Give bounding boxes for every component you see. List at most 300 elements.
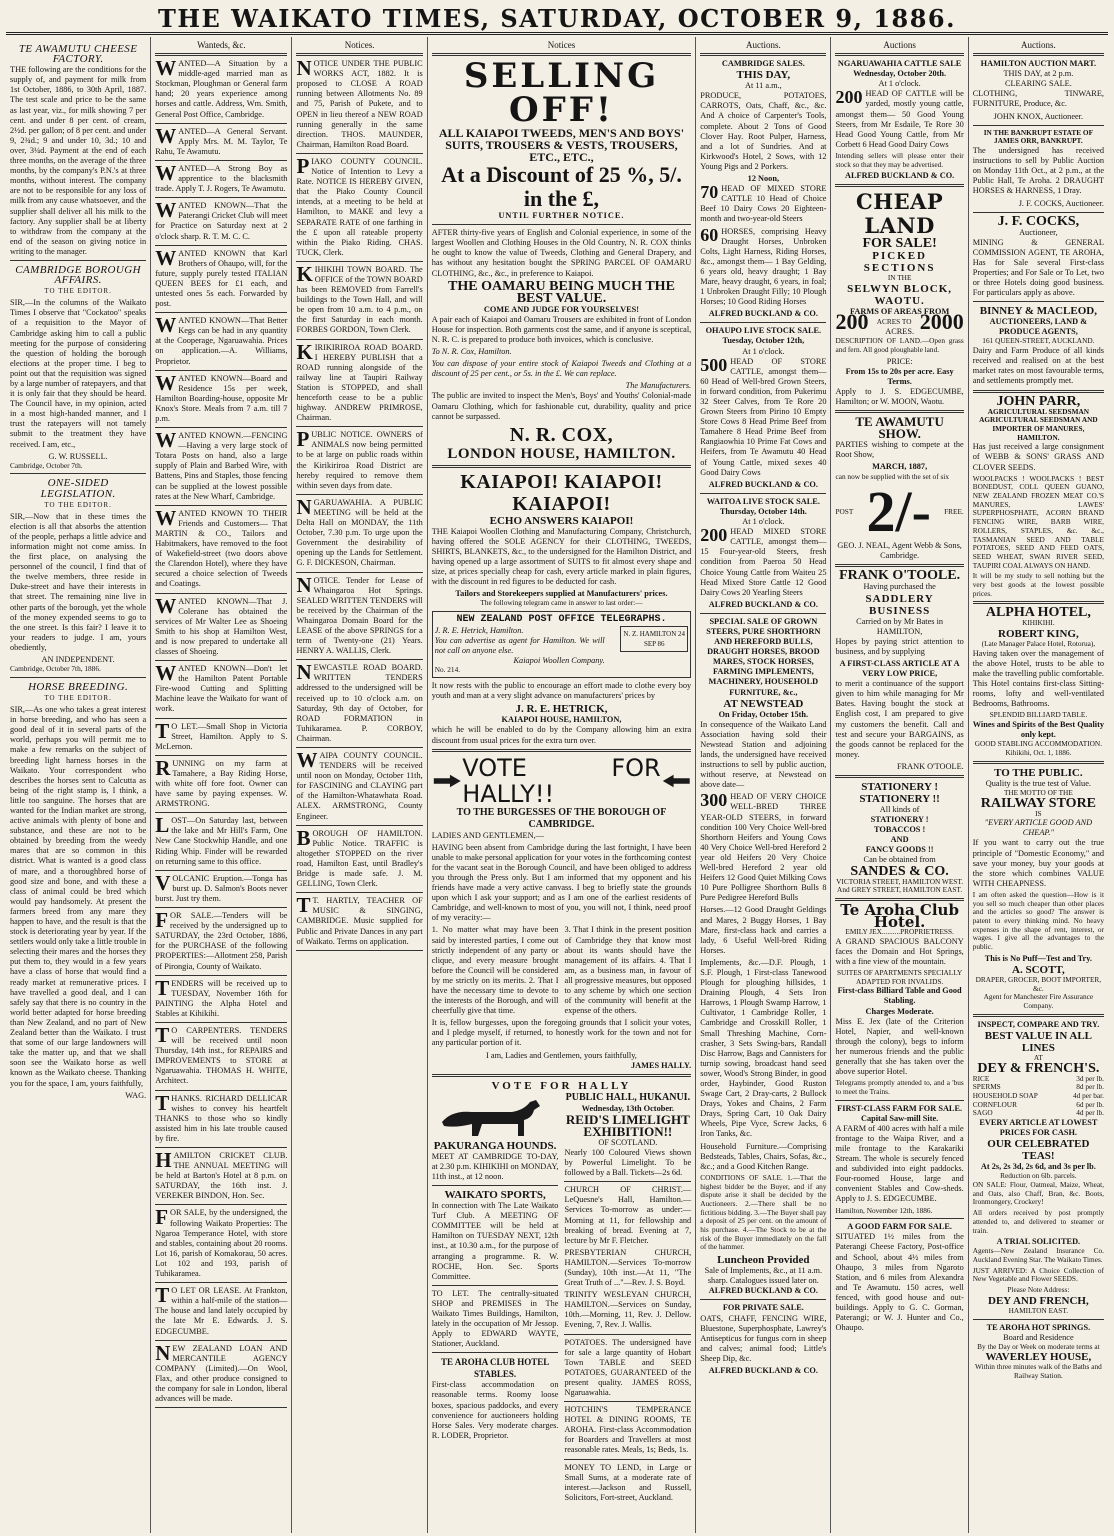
post-free-banner [835, 479, 964, 545]
club-hotel-title: Te Aroha Club Hotel. [840, 900, 959, 931]
acres-from: 200 [835, 309, 869, 335]
wanted-ad [155, 198, 288, 241]
until-notice: UNTIL FURTHER NOTICE. [498, 211, 625, 221]
ohaupo-title: OHAUPO LIVE STOCK SALE. [705, 326, 822, 336]
knox: JOHN KNOX, Auctioneer. [993, 111, 1084, 121]
drop-capital: W [155, 56, 177, 81]
kaiapoi-heading: KAIAPOI! KAIAPOI! KAIAPOI! [460, 470, 663, 515]
best-value: BEST VALUE IN ALL LINES [984, 1029, 1093, 1054]
ngaruawahia-title: NGARUAWAHIA CATTLE SALE [837, 59, 962, 69]
te-aroha-stables-body: First-class accommodation on reasonable terms. Roomy loose boxes, spacious paddocks, and every convenience for auctioneers holding Horse Sales. Very moderate charges. R. LODER, Proprietor. [431, 1380, 559, 1440]
ad-text: O LET.—Small Shop in Victoria Street, Hamilton. Apply to S. McLernon. [155, 721, 288, 751]
telegram-note: The following telegram came in answer to last order:— [480, 598, 643, 608]
drop-capital: R [155, 755, 171, 780]
ad-text: O LET OR LEASE. At Frankton, within a half-mile of the station—The house and land lately occupied by the late Mr E. Edwards. J. S. EDGECUMBE. [155, 1286, 288, 1336]
column-letters [6, 37, 151, 1533]
ngaruawahia-lot [835, 89, 963, 150]
goods-price: 6d per lb. [1076, 1099, 1104, 1109]
wanted-ad [155, 661, 288, 714]
stationery-items [835, 815, 963, 855]
telegrams: Telegrams promptly attended to, and a 'bus to meet the Trains. [835, 1078, 964, 1096]
show-date: MARCH, 1887, [872, 462, 928, 472]
drop-capital: L [155, 813, 170, 838]
ad-text: OR SALE.—Tenders will be received by the undersigned up to SATURDAY, the 23rd October, 1886, for the PURCHASE of the following PROPERTIES:—Allotment 258, Parish of Pirongia, County of Waikato. [155, 911, 288, 971]
pointing-hand-icon [432, 770, 463, 792]
ohaupo-date: Tuesday, October 12th, [722, 336, 805, 346]
stabling: GOOD STABLING ACCOMMODATION. Kihikihi, Oct. 1, 1886. [974, 739, 1103, 758]
stationery-title: STATIONERY ! STATIONERY !! [859, 780, 940, 805]
this-day: THIS DAY, [736, 69, 791, 82]
newstead-body: In consequence of the Waikato Land Association having sold their Newstead Station and adjoining lands, the undersigned have received instructions to sell by public auction, without reserve, at Newstead on above date— [700, 719, 827, 790]
cocks-role: Auctioneer, [1019, 227, 1058, 237]
drop-capital: W [155, 428, 177, 453]
free-label: FREE. [944, 506, 964, 516]
column-wanteds [151, 37, 292, 1533]
heading-horse-breeding: HORSE BREEDING. [28, 680, 129, 693]
col4-lower-right [564, 1092, 691, 1505]
parr-tail: It will be my study to sell nothing but the very best goods at the lowest possible prices. [972, 571, 1104, 598]
to-let-ad: TO LET. The centrally-situated SHOP and PREMISES in The Waikato Times Buildings, Hamilton, lately in the occupation of Mr Jessop. Apply to EDWARD WAYTE, Stationer, Auckland. [431, 1288, 559, 1349]
burgesses-heading: TO THE BURGESSES OF THE BOROUGH OF CAMBRIDGE. [456, 806, 667, 830]
horse-breeding-letter: SIR,—As one who takes a great interest in horse breeding, and who has seen a good deal of it in several parts of the world, perhaps you will permit me to make a few remarks on the subject of breeding light harness horses in the Waikato. Your correspondent who describes the horses sent to Calcutta as being of the right stamp is, I think, a little too sanguine. The horses that are wanted for the Indian market are strong, active animals with plenty of bone and substance, and these are not to be obtained by breeding from the weedy mares that are so common in this district. What is wanted is a good class of mare, and a thoroughbred horse of good size and bone, and with these a class of animal could be bred which would pay handsomely. At present the farmers breed from any mare they happen to have, and the result is that the stock is deteriorating year by year. If the settlers would only take a little trouble in selecting their mares and the horses they put them to, they would in a few years have a class of horse that would find a ready market at remunerative prices. I have travelled a good deal, and I can safely say that there is no country in the world better adapted for horse breeding than New Zealand, and no part of New Zealand better than the Waikato. I trust that some of our large landowners will take the matter up, and that we shall soon see the Waikato horse as well known as the Waikato cheese. Thanking you for the space, I am, yours faithfully, [10, 705, 147, 1088]
column-heading-auctions-3: Auctions. [1021, 40, 1056, 50]
limelight-title: REID'S LIMELIGHT EXHIBITION!! [565, 1111, 690, 1139]
drop-capital: N [296, 56, 312, 81]
sandes-name: SANDES & CO. [850, 863, 949, 879]
ohaupo-time: At 1 o'clock. [742, 346, 785, 356]
land-apply: Apply to J. S. EDGECUMBE, Hamilton; or W. MOON, Waotu. [835, 387, 964, 407]
lot-text: HEAD OF VERY CHOICE WELL-BRED THREE YEAR-OLD STEERS, in forward condition 100 Very Choice Well-bred Shorthorn Heifers and Young Cows 40 Very Choice Well-bred Hereford 2 year old Heifers 20 Very Choice Well-bred Hereford 2 year old Heifers 12 Good Quiet Milking Cows 10 Pure Polligree Shorthorn Bulls 8 Pure Pedigree Hereford Bulls [700, 792, 827, 903]
letter-to-cox: To N. R. Cox, Hamilton. [431, 347, 512, 357]
alpha-hotel: ALPHA HOTEL, [985, 605, 1091, 621]
goods-price: 3d per lb. [1076, 1073, 1104, 1083]
special-sale-title: SPECIAL SALE OF GROWN STEERS, PURE SHORTHORN AND HEREFORD BULLS, DRAUGHT HORSES, BROOD MARES, STOCK HORSES, FARMING IMPLEMENTS, MACHINERY, HOUSEHOLD FURNITURE, &c., [706, 616, 821, 697]
letter-place-1: Cambridge, October 7th. [10, 460, 83, 470]
column-heading-auctions-1: Auctions. [745, 40, 781, 50]
drop-capital: F [155, 1205, 169, 1230]
notice-ad [296, 893, 423, 946]
goods-row [973, 1109, 1104, 1118]
lot-list-a [700, 184, 826, 307]
auction-lot [700, 354, 827, 478]
column-auctions-1 [696, 37, 831, 1533]
ad-text: IAKO COUNTY COUNCIL. Notice of Intention to Levy a Rate. NOTICE IS HEREBY GIVEN, that the Piako County Council intends, at a meeting to be held at Hamilton, to MAKE and levy a SEPARATE RATE of one farthing in the £ upon all rateable property within the Piako Riding. CHAS. TUCK, Clerk. [296, 156, 423, 257]
letter-signature-2: AN INDEPENDENT. [41, 655, 115, 665]
first-class-article: A FIRST-CLASS ARTICLE AT A VERY LOW PRICE, [839, 658, 960, 679]
implements-text: Implements, &c.—D.F. Plough, 1 S.F. Plough, 1 First-class Tanewood Plough for ploughing hillsides, 1 Draining Plough, 4 Sets Iron Harrows, 1 Plough Swamp Harrow, 1 Cultivator, 1 Cambridge Roller, 1 Cambridge and Crosskill Roller, 1 Small Threshing Machine, Corn-crasher, 3 Sets Swing-bars, Randall Disc Harrow, Bags and Cannisters for turnip sowing, broadcast hand seed sower, Wood's Strong Binder, in good order, Haybinder, Good Ruston Swage Cart, 2 Dray-carts, 2 Bullock Drays, Yokes and Chains, 2 Farm Drays, Spring Cart, 10 Oak Dairy Wheels, Pipe Vyce, Screw Jacks, 6 Iron Tanks, &c. [700, 957, 827, 1139]
goods-price: 4d per bar. [1072, 1090, 1104, 1100]
waitoa-time: At 1 o'clock. [742, 517, 785, 527]
auction-lot [700, 527, 826, 598]
king-role: (Late Manager Palace Hotel, Rotorua), [981, 639, 1096, 649]
wanted-ad [155, 813, 288, 866]
telegram-body [435, 626, 689, 666]
noon-label: 12 Noon, [747, 174, 780, 184]
waverley-house: WAVERLEY HOUSE, [985, 1351, 1092, 1364]
newstead-date: On Friday, October 15th. [718, 709, 809, 719]
sandes-address: VICTORIA STREET, HAMILTON WEST. And GREY STREET, HAMILTON EAST. [836, 876, 964, 895]
column-heading-notices: Notices. [344, 40, 375, 50]
binney-body: Dairy and Farm Produce of all kinds received and realised on at the best market rates on most favourable terms, and settlements promptly met. [972, 346, 1104, 386]
ad-text: AMILTON CRICKET CLUB. THE ANNUAL MEETING will be held at Barton's Hotel at 8 p.m. on SATURDAY, the 16th inst. J. VEREKER BINDON, Hon. Sec. [155, 1151, 288, 1201]
buckland-3: ALFRED BUCKLAND & CO. [708, 599, 818, 609]
ad-text: HANKS. RICHARD DELLICAR wishes to convey his heartfelt THANKS to those who so kindly assisted him in his late trouble caused by fire. [155, 1093, 288, 1143]
goods-item: CORNFLOUR [972, 1099, 1017, 1109]
hot-springs: TE AROHA HOT SPRINGS. [986, 1322, 1091, 1332]
railway-store: RAILWAY STORE [980, 795, 1097, 811]
column-auctions-2 [831, 37, 968, 1533]
hetrick-tail: which he will be enabled to do by the Company allowing him an extra discount from usual prices for the extra turn over. [431, 725, 692, 745]
wanted-ad [155, 370, 288, 424]
ad-text: UBLIC NOTICE. OWNERS of ANIMALS now being permitted to be at large on public roads within the Kirikiriroa Road District are hereby required to remove them within seven days from date. [296, 430, 423, 490]
teas-prices: At 2s, 2s 3d, 2s 6d, and 3s per lb. [980, 1162, 1096, 1172]
saddlery-business: SADDLERY BUSINESS [865, 592, 934, 617]
lot-text: HORSES, comprising Heavy Draught Horses, Unbroken Colts, Light Harness, Riding Horses, &c., amongst them— 1 Bay Gelding, 6 years old, heavy draught; 1 Bay Mare, heavy draught, 6 years, in foal; 1 Unbroken Draught Filly; 10 Plough Horses; 10 Good Riding Horses [700, 226, 827, 307]
no-puff: This is No Puff—Test and Try. [984, 953, 1093, 963]
te-aroha-stables-title: TE AROHA CLUB HOTEL STABLES. [440, 1357, 550, 1380]
wanted-ad [155, 123, 288, 157]
hally-yours: I am, Ladies and Gentlemen, yours faithfully, [486, 1050, 637, 1060]
drop-capital: W [155, 123, 177, 148]
drop-capital: W [155, 661, 177, 686]
drop-capital: N [296, 572, 312, 597]
wanted-ads-list [155, 56, 288, 1408]
conditions-text: CONDITIONS OF SALE. 1.—That the highest bidder be the Buyer, and if any dispute arise it shall be decided by the Auctioneers. 2.—There shall be no fictitious bidding. 3.—The Buyer shall pay a deposit of 25 per cent. on the amount of his purchase. 4.—The Stock to be at the risk of the Buyer immediately on the fall of the hammer. [700, 1172, 827, 1252]
hotchins-hotel: HOTCHIN'S TEMPERANCE HOTEL & DINING ROOMS, TE AROHA. First-class Accommodation for Boarders and Travellers at most reasonable rates. Meals, 1s; Beds, 1s. [564, 1405, 692, 1455]
drop-capital: P [296, 427, 310, 452]
column-heading-wanteds: Wanteds, &c. [197, 40, 246, 50]
drop-capital: W [155, 593, 177, 618]
drop-capital: T [155, 1022, 170, 1047]
land-description: DESCRIPTION OF LAND.—Open grass and fern. All good ploughable land. [835, 336, 964, 355]
board-residence: Board and Residence [1003, 1332, 1074, 1342]
ad-text: ANTED—A Situation by a middle-aged married man as Stockman, Ploughman or General farm hand; 20 years experience among horses and cattle. Address, Wm. Smith, General Post Office, Cambridge. [155, 59, 288, 119]
catalogues: Sale of Implements, &c., at 11 a.m. sharp. Catalogues issued later on. [704, 1266, 823, 1286]
column-display-ads [428, 37, 697, 1533]
buckland-1: ALFRED BUCKLAND & CO. [708, 309, 818, 319]
ad-text: ANTED—A General Servant. Apply Mrs. M. M. Taylor, Te Rahu, Te Awamutu. [155, 126, 288, 156]
hetrick-address: KAIAPOI HOUSE, HAMILTON, [501, 715, 622, 725]
hound-icon [432, 1092, 552, 1140]
ad-text: O CARPENTERS. TENDERS will be received until noon Thursday, 14th inst., for REPAIRS and IMPROVEMENTS to STORE at Ngaruawahia. THOMAS H. WHITE, Architect. [155, 1025, 288, 1086]
waikato-sports-title: WAIKATO SPORTS, [444, 1189, 546, 1202]
hall-title: PUBLIC HALL, HUKANUI. [565, 1091, 691, 1103]
hally-closing: It is, fellow burgesses, upon the foregoing grounds that I solicit your votes, and I pledge myself, if returned, to honestly work for the town and not for any particular portion of it. [431, 1018, 692, 1048]
waitoa-date: Thursday, October 14th. [719, 506, 807, 516]
purchased: Having purchased the [863, 582, 936, 592]
proprietress: EMILY JEX..........PROPRIETRESS. [845, 926, 954, 936]
good-farm-title: A GOOD FARM FOR SALE. [847, 1222, 952, 1232]
wanted-ad [155, 718, 288, 752]
hally-body: HAVING been absent from Cambridge during the last fortnight, I have been unable to make personal application for your votes in the forthcoming contest for the vacant seat in the Borough Council, and have been obliged to address you through the Press only. But I am informed that my opponent and his friends have made a very active canvass. I beg to briefly state the grounds upon which I ask your support; and as I am one of the earliest residents of Cambridge, and well-known to most of you, you will not, I think, need proof of my veracity:— [431, 842, 692, 923]
ad-text: UNNING on my farm at Tamahere, a Bay Riding Horse, with white off fore foot. Owner can have same by paying expenses. W. ARMSTRONG. [155, 758, 288, 809]
selling-off-title: SELLING OFF! [463, 56, 660, 131]
notice-ad [296, 339, 423, 424]
vote-for-hally: VOTE FOR HALLY!! [462, 753, 661, 808]
all-kinds: All kinds of [879, 804, 920, 814]
lot-count: 60 [700, 224, 719, 245]
show-tail: can now be supplied with the set of six [835, 471, 949, 481]
lot-text: HEAD OF MIXED STORE CATTLE 10 Head of Choice Beef 10 Dairy Cows 20 Eighteen-month and two-year-old Steers [700, 184, 827, 224]
wanted-ad [155, 245, 288, 310]
telegram-form [432, 611, 692, 678]
lowest-prices: EVERY ARTICLE AT LOWEST PRICES FOR CASH. [979, 1118, 1098, 1138]
cambridge-time: At 11 a.m., [744, 81, 782, 91]
post-label: POST [835, 506, 854, 516]
drop-capital: N [296, 660, 312, 685]
public-invited: The public are invited to inspect the Men's, Boys' and Youths' Colonial-made Oamaru Clothing, which for fashionable cut, durability, quality and price cannot be surpassed. [431, 391, 692, 421]
cocks-body: MINING & GENERAL COMMISSION AGENT, TE AROHA, Has for Sale several First-class Properties; and For Sale or To Let, two or three Hotels doing good business. For particulars apply as above. [972, 237, 1104, 298]
heading-cheese-factory: TE AWAMUTU CHEESE FACTORY. [18, 43, 138, 66]
kaiapoi-body: THE Kaiapoi Woollen Clothing and Manufacturing Company, Christchurch, having offered the SOLE AGENCY for their CLOTHING, TWEEDS, SHIRTS, BLANKETS, &c., to the undersigned for the Hamilton District, and having opened up a large assortment of SUITS to fit almost every shape and size, at prices specially cheap for cash, every article marked in plain figures, with the discount in red figures to be deducted for cash. [431, 526, 692, 587]
manufacturers-sign: The Manufacturers. [625, 381, 692, 391]
lot-text: HEAD OF CATTLE will be yarded, mostly young cattle, amongst them— 50 Good Young Steers, from Mr Esdaile, Te Rore 30 Head Good Young Cattle, from Mr Corbett 6 Head Good Dairy Cows [835, 89, 964, 149]
orders: All orders received by post promptly attended to, and delivered to steamer or train. [972, 1208, 1104, 1235]
salutation: LADIES AND GENTLEMEN,— [431, 830, 544, 840]
lot-count: 300 [700, 790, 728, 811]
railway-body: If you want to carry out the true principle of "Domestic Economy," and save your money, buy your goods at the store which combines VALUE WITH CHEAPNESS. [972, 838, 1104, 888]
cambridge-letter: SIR,—In the columns of the Waikato Times I observe that "Cockatoo" speaks of a requisition to the Mayor of Cambridge asking him to call a public meeting for the purpose of considering the question of holding the borough elections at the proper time. I beg to point out that the requisition was signed by a large number of ratepayers, and that it is only fair that they should be heard. The Council have, in my opinion, acted in a most high-handed manner, and I trust the ratepayers will not tamely submit to the treatment they have received. I am, etc., [10, 298, 147, 449]
drop-capital: T [155, 1283, 170, 1308]
acres-to: 2000 [919, 309, 964, 335]
wanted-ad [155, 505, 288, 590]
parr-body: Has just received a large consignment of WEBB & SONS' GRASS AND CLOVER SEEDS. [972, 442, 1104, 472]
wines: Wines and Spirits of the Best Quality only kept. [972, 720, 1104, 740]
auction-lot [700, 224, 827, 308]
to-editor-3: TO THE EDITOR. [44, 693, 112, 702]
goods-price-list [973, 1075, 1104, 1119]
clearing-body: CLOTHING, TINWARE, FURNITURE, Produce, &c. [972, 89, 1104, 109]
charges-moderate: Charges Moderate. [865, 1006, 934, 1016]
notice-ad [296, 261, 423, 336]
masthead [6, 4, 1108, 35]
wanted-ad [155, 593, 288, 658]
suites: SUITES OF APARTMENTS SPECIALLY ADAPTED FOR INVALIDS. [836, 967, 963, 986]
clearing-sale: CLEARING SALE. [1004, 79, 1072, 89]
ad-text: ANTED KNOWN—That J. Colerane has obtained the services of Mr Walter Lee as Shoeing Smith to his shop at Hamilton West, and is now prepared to undertake all classes of Shoeing. [155, 596, 288, 656]
ad-text: IRIKIRIROA ROAD BOARD. I HEREBY PUBLISH that a ROAD running alongside of the railway line at Taupiri Railway Station is STOPPED, and shall henceforth cease to be a public highway. ANDREW PRIMROSE, Chairman. [296, 342, 423, 423]
cambridge-body: PRODUCE, POTATOES, CARROTS, Oats, Chaff, &c., &c. And A choice of Carpenter's Tools, complete. About 2 Tons of Good Clover Hay. Root Pulper, Harness, and a lot of Sundries. And at Kirkwood's Hotel, 2 Sows, with 12 Young Pigs and 2 Porkers. [700, 91, 827, 171]
telegram-to: J. R. E. Hetrick, Hamilton. [434, 626, 524, 636]
ad-text: OTICE. Tender for Lease of Whaingaroa Hot Springs. SEALED WRITTEN TENDERS will be received by the Chairman of the Whaingaroa Domain Board for the LEASE of the above SPRINGS for a term of Twenty-one (21) Years. HENRY A. WALLIS, Clerk. [296, 575, 423, 656]
cocks-sign: J. F. COCKS, Auctioneer. [1018, 198, 1104, 208]
item-tobaccos: TOBACCOS ! [873, 825, 926, 835]
drop-capital: H [155, 1148, 172, 1172]
lot-count: 200 [835, 87, 863, 108]
wanted-ad [155, 1090, 288, 1144]
ad-text: EW ZEALAND LOAN AND MERCANTILE AGENCY COMPANY (Limited).—On Wool, Flax, and other produce consigned to the company for sale in London, liberal advances will be made. [155, 1343, 288, 1404]
dispose-text: You can dispose of your entire stock of Kaiapoi Tweeds and Clothing at a discount of 25 per cent., or 5s. in the £. We can replace. [431, 359, 692, 379]
drop-capital: W [155, 160, 177, 185]
echo-answers: ECHO ANSWERS KAIAPOI! [489, 514, 634, 527]
quality: Quality is the true test of Value. [985, 778, 1091, 788]
wanted-ad [155, 755, 288, 809]
please-note: Please Note Address: [1007, 1285, 1070, 1295]
bankrupt-title: IN THE BANKRUPT ESTATE OF JAMES ORR, BANKRUPT. [983, 127, 1094, 146]
cheese-factory-text: THE following are the conditions for the supply of, and payment for milk from 1st October, 1886, to 30th April, 1887. The test scale and price to be the same as last year, viz., for milk showing 7 per cent. and under 8 per cent. of cream, 2½d. per gallon; of 8 per cent. and under 9, 2¾d.; 9 and under 10, 3d.; 10 and over, 3¼d. Payment at the end of each three months, on the average of the three months, by the company's P.N.'s at three months, without interest. The company are not to be responsible for any loss of milk from any cause whatsoever, and the supplier shall deliver all his milk to the factory. Any supplier shall be at liberty to withdraw from the company at the end of the season on giving notice in writing to the manager. [10, 65, 147, 256]
billiard-table: SPLENDID BILLIARD TABLE. [989, 710, 1088, 720]
ad-text: IHIKIHI TOWN BOARD. The OFFICE of the TOWN BOARD has been REMOVED from Farrell's buildings to the Town Hall, and will be open from 10 a.m. to 4 p.m., on the first Saturday in each month. FORBES GORDON, Town Clerk. [296, 264, 423, 335]
column-heading-display: Notices [547, 40, 576, 50]
ngaruawahia-time: At 1 o'clock. [878, 79, 921, 89]
jex-body: Miss E. Jex (late of the Criterion Hotel, Napier, and well-known through the colony), begs to inform her numerous friends and the public generally that she has taken over the above superior Hotel. [835, 1016, 964, 1077]
otoole-body: Hopes by paying strict attention to business, and by supplying [835, 636, 964, 656]
lot-count: 200 [700, 525, 728, 546]
telegraph-heading: NEW ZEALAND POST OFFICE TELEGRAPHS. [456, 614, 667, 626]
ad-text: ANTED KNOWN—Board and Residence 15s per week, Hamilton Boarding-house, opposite Mr Knox's Store. Meals from 7 a.m. till 7 p.m. [155, 373, 288, 423]
pakuranga-title: PAKURANGA HOUNDS. [433, 1139, 557, 1152]
hall-body: Nearly 100 Coloured Views shown by Powerful Limelight. To be followed by a Ball. Tickets—2s 6d. [564, 1147, 692, 1178]
church-of-christ: CHURCH OF CHRIST.—LeQuesne's Hall, Hamilton.—Services To-morrow as under:—Morning at 11, for fellowship and breaking of bread. Evening at 7, lecture by Mr F. Fletcher. [564, 1185, 692, 1245]
dey-address: HAMILTON EAST. [1008, 1305, 1069, 1315]
letter-place-2: Cambridge, October 7th, 1886. [10, 664, 101, 674]
london-house: LONDON HOUSE, HAMILTON. [447, 445, 676, 462]
lot-list-b [700, 354, 827, 478]
drop-capital: W [155, 313, 177, 338]
reduction: Reduction on 6lb. parcels. [1000, 1171, 1077, 1181]
inspect: INSPECT, COMPARE AND TRY. [977, 1019, 1100, 1029]
ad-text: ENDERS will be received up to TUESDAY, November 16th for PAINTING the Alpha Hotel and Stables at Kihikihi. [155, 978, 288, 1018]
ad-text: ANTED KNOWN.—FENCING—Having a very large stock of Totara Posts on hand, also a large supply of Plain and Barbed Wire, with Battens, Pins and Staples, those fencing can be supplied at the lowest possible rates at the New Wharf, Cambridge. [155, 431, 288, 501]
item-and: AND [890, 835, 909, 845]
masthead-title: THE WAIKATO TIMES, SATURDAY, OCTOBER 9, 1886. [158, 3, 956, 33]
item-stationery: STATIONERY ! [870, 815, 929, 825]
obtained-from: Can be obtained from [863, 855, 936, 865]
kihikihi: KIHIKIHI. [1022, 618, 1055, 628]
ngaruawahia-date: Wednesday, October 20th. [853, 69, 947, 79]
selwyn-block: SELWYN BLOCK, WAOTU. [847, 283, 953, 308]
ad-text: OR SALE, by the undersigned, the following Waikato Properties: The Ngaroa Temperance Hotel, with store and stables, containing about 20 rooms. Lot 16, parish of Komakorau, 50 acres. Lot 102 and 193, parish of Tuhikaramea. [155, 1208, 288, 1279]
waikato-sports-body: In connection with The Late Waikato Turf Club. A MEETING OF COMMITTEE will be held at Hamilton on TUESDAY NEXT, 12th inst., at 10.30 a.m., for the purpose of arranging a programme. R. W. ROCHE, Hon. Sec. Sports Committee. [431, 1201, 559, 1281]
scott-name: A. SCOTT, [1012, 963, 1065, 976]
railway-body-2: I am often asked the question—How is it you sell so much cheaper than other places and the articles so good? The answer is patent to every thinking mind. No heavy expenses in the shape of rent, interest, or wages. I give all the advantages to the public. [972, 889, 1104, 952]
just-arrived: JUST ARRIVED: A Choice Collection of New Vegetable and Flower SEEDS. [972, 1265, 1104, 1284]
neal-agent: GEO. J. NEAL, Agent Webb & Sons, Cambridge. [837, 541, 962, 561]
price-two-shillings: 2/- [866, 479, 931, 545]
drop-capital: T [155, 718, 170, 743]
presbyterian-church: PRESBYTERIAN CHURCH, HAMILTON.—Services To-morrow (Sunday), 10th inst.—At 11, "The Great Truth of ..."—Rev. J. S. Boyd. [564, 1247, 692, 1288]
drop-capital: B [296, 825, 311, 850]
column-heading-auctions-2: Auctions [883, 40, 916, 50]
buckland-5: ALFRED BUCKLAND & CO. [708, 1366, 818, 1376]
notice-ad [296, 494, 423, 569]
wanted-ad [155, 1148, 288, 1201]
ad-text: ANTED KNOWN—Don't let the Hamilton Patent Portable Fire-wood Cutting and Splitting Machine leave the Waikato for want of work. [155, 664, 288, 714]
lot-count: 500 [700, 354, 728, 375]
notice-ad [296, 56, 423, 150]
drop-capital: W [155, 245, 177, 270]
lot-text: HEAD MIXED STORE CATTLE, amongst them— 15 Four-year-old Steers, fresh condition from Paeroa 50 Head Choice Young Cattle from Waiteu 25 Head Mixed Store Cattle 12 Good Dairy Cows 20 Yearling Steers [700, 527, 827, 597]
otoole-title: FRANK O'TOOLE. [839, 568, 961, 584]
otoole-body-2: to merit a continuance of the support given to him while managing for Mr Bates. Having bought the stock at English cost, I am prepared to give my customers the benefit. Call and test and secure your BARGAINS, as the goods cannot be replaced for the money. [835, 679, 964, 759]
sawmill-sign: Hamilton, November 12th, 1886. [835, 1205, 933, 1215]
ad-text: ANTED KNOWN—That Better Kegs can be had in any quantity at the Cooperage, Ngaruawahia. Prices on application.—A. Williams, Proprietor. [155, 316, 288, 366]
sawmill-body: A FARM of 400 acres with half a mile frontage to the Waipa River, and a mile frontage to the Karakariki Stream. The whole is securely fenced and subdivided into eight paddocks. Four-roomed House, large and convenient Stables and Cow-sheds. Apply to J. S. EDGECUMBE. [835, 1123, 964, 1204]
drop-capital: W [296, 748, 318, 772]
drop-capital: W [155, 198, 177, 223]
ad-text: ANTED KNOWN that Karl Brothers of Ohaupo, will, for the future, supply purely tested ITALIAN QUEEN BEES for £1 each, and untested ones 5s each. Forwarded by post. [155, 248, 288, 309]
notice-ad [296, 427, 423, 491]
ad-text: ANTED KNOWN—That the Paterangi Cricket Club will meet for Practice on Saturday next at 2 o'clock sharp. R. T. M. C. C. [155, 201, 288, 241]
come-and-judge: COME AND JUDGE FOR YOURSELVES! [483, 304, 640, 314]
hetrick-name: J. R. E. HETRICK, [515, 703, 608, 716]
hally-points [432, 925, 692, 1018]
buckland-6: ALFRED BUCKLAND & CO. [844, 171, 955, 181]
sawmill-title: FIRST-CLASS FARM FOR SALE. [837, 1103, 963, 1113]
goods-item: SPERMS [972, 1082, 1001, 1092]
sale-list: ON SALE: Flour, Oatmeal, Maize, Wheat, and Oats, also Chaff, Bran, &c. Boots, Ironmongery, Crockery! [972, 1180, 1104, 1207]
telegram-number: No. 214. [434, 665, 461, 675]
heading-one-sided: ONE-SIDED LEGISLATION. [40, 477, 116, 500]
drop-capital: N [155, 1340, 171, 1365]
drop-capital: V [155, 870, 171, 895]
horses-text: Horses.—12 Good Draught Geldings and Mares, 2 Buggy Horses, 1 Bay Mare, first-class hack and carries a lady, 6 Useful Well-bred Riding Horses. [700, 905, 827, 955]
telegram-message: You can advertise as agent for Hamilton. We will not call on anyone else. [434, 636, 605, 656]
is-label: IS [1035, 808, 1042, 818]
drop-capital: T [155, 975, 170, 1000]
waverley-tail: Within three minutes walk of the Baths and Railway Station. [974, 1362, 1102, 1381]
notice-ad [296, 660, 423, 744]
tailors-line: Tailors and Storekeepers supplied at Manufacturers' prices. [455, 589, 668, 599]
ad-text: OTICE UNDER THE PUBLIC WORKS ACT, 1882. It is proposed to CLOSE A ROAD running between Allotments No. 89 and 75, Parish of Pukete, and to OPEN in lieu thereof a NEW ROAD running generally in the same direction. THOS. MAUNDER, Chairman, Hamilton Road Board. [296, 59, 423, 149]
wanted-ad [155, 1283, 288, 1336]
price-range: From 15s to 20s per acre. Easy Terms. [845, 366, 954, 387]
good-farm-body: SITUATED 1½ miles from the Paterangi Cheese Factory, Post-office and School, about 4½ miles from Ohaupo, 3 miles from Ngaroto Station, and 6 miles from Alexandra and Te Awamutu. 150 acres, well fenced, with good house and out-buildings. Apply to G. C. Gorman, Paterangi; or W. J. Hunter and Co., Ohaupo. [835, 1232, 964, 1333]
to-the-public: TO THE PUBLIC. [994, 766, 1083, 779]
parr-role: AGRICULTURAL SEEDSMAN AGRICULTURAL SEEDSMAN AND IMPORTER OF MANURES, HAMILTON. [979, 406, 1098, 442]
discount-line: At a Discount of 25 %, 5/. in the £, [441, 162, 682, 212]
drop-capital: F [155, 908, 169, 933]
waitoa-title: WAITOA LIVE STOCK SALE. [706, 496, 820, 506]
cocks-name: J. F. COCKS, [997, 213, 1080, 229]
at-label: AT [1033, 1052, 1043, 1062]
item-fancy-goods: FANCY GOODS !! [865, 845, 934, 855]
ad-text: T. HARTLY, TEACHER OF MUSIC & SINGING, CAMBRIDGE. Music supplied for Public and Private Dances in any part of Waikato. Terms on application. [296, 896, 423, 946]
ad-text: EWCASTLE ROAD BOARD. WRITTEN TENDERS addressed to the undersigned will be received up to 10 o'clock a.m. on Saturday, 9th day of October, for ROAD FORMATION in Tuhikaramea. P. CORBOY, Chairman. [296, 663, 423, 743]
heading-cambridge-affairs: CAMBRIDGE BOROUGH AFFAIRS. [15, 263, 141, 287]
col4-lower [432, 1092, 692, 1505]
acres-label: ACRES. [885, 327, 915, 337]
farms-of-areas: FARMS OF AREAS FROM [849, 307, 950, 317]
cambridge-sales-title: CAMBRIDGE SALES. [721, 59, 805, 69]
notice-ad [296, 153, 423, 258]
vote-for-hally-2: VOTE FOR HALLY [491, 1079, 632, 1092]
wanted-ad [155, 975, 288, 1019]
wanted-ad [155, 1205, 288, 1279]
ad-text: OLCANIC Eruption.—Tonga has burst up. D. Salmon's Boots never burst. Just try them. [155, 873, 288, 903]
ngaruawahia-note: Intending sellers will please enter their stock so that they may be advertised. [835, 150, 964, 169]
letter-signature-1: G. W. RUSSELL. [48, 451, 108, 461]
mart-this-day: THIS DAY, at 2 p.m. [1003, 69, 1074, 79]
scott-agent: Agent for Manchester Fire Assurance Company. [983, 992, 1094, 1011]
bankrupt-body: The undersigned has received instructions to sell by Public Auction on Monday 11th Oct., at 2 p.m., at the Public Hall, Te Aroha. 2 DRAUGHT HORSES & HARNESS, 1 Dray. [972, 146, 1104, 196]
for-sale: FOR SALE! [862, 236, 937, 252]
balcony: A GRAND SPACIOUS BALCONY faces the Domain and Hot Springs, with a fine view of the mountain. [835, 936, 964, 966]
acres-to-label: ACRES TO [876, 316, 912, 326]
pointing-hand-icon [661, 770, 692, 792]
notice-ad [296, 825, 423, 890]
lot-count: 70 [700, 182, 719, 203]
goods-item: HOUSEHOLD SOAP [972, 1090, 1038, 1100]
hall-date: Wednesday, 13th October. [581, 1103, 675, 1113]
to-editor-2: TO THE EDITOR. [44, 500, 112, 509]
cheap-land: CHEAP LAND [856, 189, 944, 239]
drop-capital: W [155, 370, 177, 395]
notice-ad [296, 572, 423, 657]
goods-item: SAGO [972, 1108, 993, 1118]
mart-title: HAMILTON AUCTION MART. [980, 59, 1097, 69]
hally-signature: JAMES HALLY. [630, 1060, 692, 1070]
